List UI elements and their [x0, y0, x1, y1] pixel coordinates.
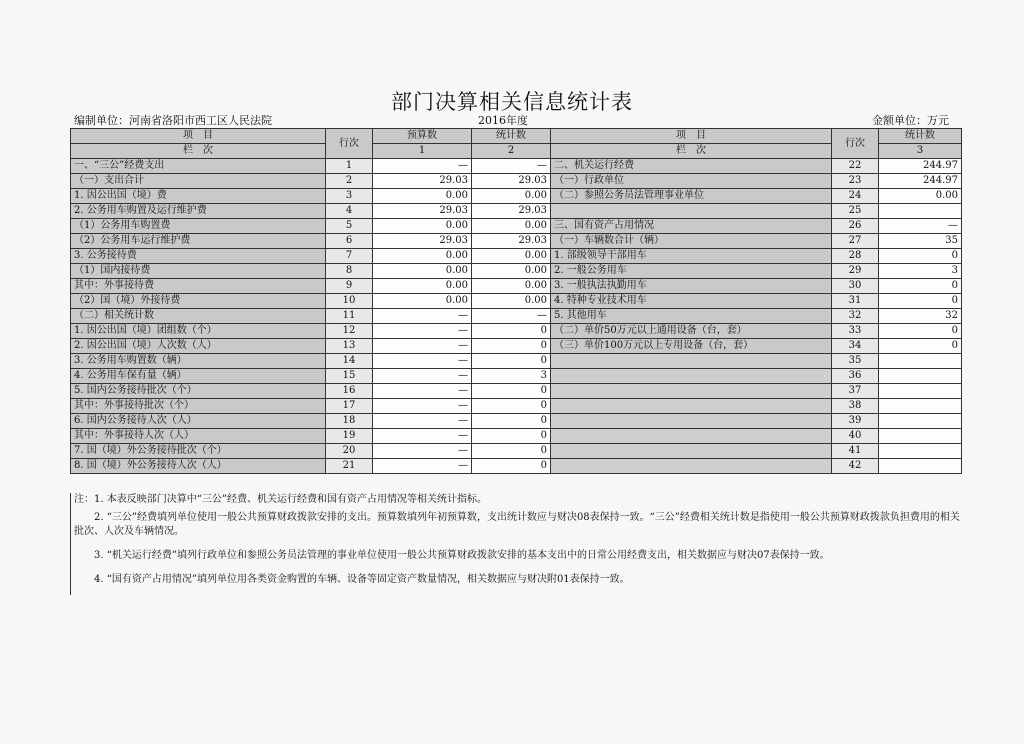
left-item-label: （1）公务用车购置费: [71, 219, 326, 234]
right-row-no: 41: [832, 444, 879, 459]
right-row-no: 33: [832, 324, 879, 339]
right-stat-value: [879, 399, 962, 414]
table-row: [71, 399, 962, 414]
left-stat-value: 0: [472, 444, 551, 459]
left-row-no: 6: [326, 234, 373, 249]
header-col-label-left: 栏 次: [71, 144, 326, 159]
left-row-no: 3: [326, 189, 373, 204]
right-item-label: [551, 384, 832, 399]
table-row: [71, 354, 962, 369]
left-stat-value: 0: [472, 324, 551, 339]
left-item-label: 一、“三公”经费支出: [71, 159, 326, 174]
left-row-no: 20: [326, 444, 373, 459]
right-stat-value: 0: [879, 324, 962, 339]
left-budget-value: —: [373, 324, 472, 339]
left-row-no: 12: [326, 324, 373, 339]
statistics-table: [70, 128, 962, 474]
left-budget-value: 29.03: [373, 234, 472, 249]
right-row-no: 22: [832, 159, 879, 174]
left-item-label: 8. 国（境）外公务接待人次（人）: [71, 459, 326, 474]
left-item-label: 3. 公务接待费: [71, 249, 326, 264]
left-budget-value: —: [373, 459, 472, 474]
unit-label: 金额单位：万元: [872, 114, 949, 127]
table-row: [71, 429, 962, 444]
left-row-no: 19: [326, 429, 373, 444]
left-stat-value: 0: [472, 399, 551, 414]
table-row: [71, 204, 962, 219]
header-col-3: 3: [879, 144, 962, 159]
left-item-label: 4. 公务用车保有量（辆）: [71, 369, 326, 384]
right-row-no: 36: [832, 369, 879, 384]
right-row-no: 29: [832, 264, 879, 279]
left-item-label: 1. 因公出国（境）团组数（个）: [71, 324, 326, 339]
left-item-label: （2）公务用车运行维护费: [71, 234, 326, 249]
header-row-no-left: 行次: [326, 129, 373, 159]
left-stat-value: 29.03: [472, 204, 551, 219]
left-stat-value: —: [472, 159, 551, 174]
right-item-label: 3. 一般执法执勤用车: [551, 279, 832, 294]
right-item-label: [551, 429, 832, 444]
table-row: [71, 324, 962, 339]
left-item-label: 1. 因公出国（境）费: [71, 189, 326, 204]
left-item-label: 其中：外事接待批次（个）: [71, 399, 326, 414]
right-stat-value: 244.97: [879, 159, 962, 174]
left-stat-value: 0: [472, 384, 551, 399]
left-stat-value: 0: [472, 414, 551, 429]
table-row: [71, 459, 962, 474]
right-item-label: 2. 一般公务用车: [551, 264, 832, 279]
left-budget-value: 0.00: [373, 294, 472, 309]
table-row: [71, 339, 962, 354]
left-item-label: （一）支出合计: [71, 174, 326, 189]
left-row-no: 1: [326, 159, 373, 174]
right-row-no: 35: [832, 354, 879, 369]
right-stat-value: [879, 444, 962, 459]
left-stat-value: 29.03: [472, 234, 551, 249]
left-row-no: 8: [326, 264, 373, 279]
left-stat-value: 29.03: [472, 174, 551, 189]
left-stat-value: —: [472, 309, 551, 324]
right-stat-value: 32: [879, 309, 962, 324]
note-3: 3. “机关运行经费”填列行政单位和参照公务员法管理的事业单位使用一般公共预算财政拨款安排的基本支出中的日常公用经费支出，相关数据应与财决07表保持一致。: [94, 550, 830, 561]
right-stat-value: 0: [879, 279, 962, 294]
left-budget-value: —: [373, 369, 472, 384]
right-row-no: 38: [832, 399, 879, 414]
right-row-no: 23: [832, 174, 879, 189]
table-row: [71, 234, 962, 249]
right-item-label: [551, 414, 832, 429]
left-item-label: 其中：外事接待人次（人）: [71, 429, 326, 444]
right-row-no: 25: [832, 204, 879, 219]
left-budget-value: 29.03: [373, 174, 472, 189]
right-stat-value: [879, 429, 962, 444]
header-col-label-right: 栏 次: [551, 144, 832, 159]
right-item-label: 二、机关运行经费: [551, 159, 832, 174]
left-budget-value: —: [373, 429, 472, 444]
left-row-no: 21: [326, 459, 373, 474]
table-row: [71, 414, 962, 429]
left-item-label: 3. 公务用车购置数（辆）: [71, 354, 326, 369]
table-row: [71, 174, 962, 189]
right-row-no: 24: [832, 189, 879, 204]
left-row-no: 18: [326, 414, 373, 429]
left-budget-value: 0.00: [373, 249, 472, 264]
right-item-label: 三、国有资产占用情况: [551, 219, 832, 234]
right-item-label: [551, 399, 832, 414]
right-row-no: 26: [832, 219, 879, 234]
header-row-no-right: 行次: [832, 129, 879, 159]
right-stat-value: 244.97: [879, 174, 962, 189]
left-item-label: （2）国（境）外接待费: [71, 294, 326, 309]
header-stat-right: 统计数: [879, 129, 962, 144]
table-row: [71, 309, 962, 324]
left-stat-value: 0.00: [472, 279, 551, 294]
left-stat-value: 0.00: [472, 219, 551, 234]
left-row-no: 17: [326, 399, 373, 414]
table-row: [71, 219, 962, 234]
table-row: [71, 444, 962, 459]
right-stat-value: 0: [879, 294, 962, 309]
left-row-no: 9: [326, 279, 373, 294]
right-row-no: 40: [832, 429, 879, 444]
left-stat-value: 0: [472, 339, 551, 354]
header-stat-left: 统计数: [472, 129, 551, 144]
right-item-label: [551, 444, 832, 459]
header-col-2: 2: [472, 144, 551, 159]
right-item-label: （二）单价50万元以上通用设备（台，套）: [551, 324, 832, 339]
left-budget-value: —: [373, 444, 472, 459]
left-row-no: 7: [326, 249, 373, 264]
header-budget: 预算数: [373, 129, 472, 144]
table-row: [71, 279, 962, 294]
left-budget-value: 0.00: [373, 264, 472, 279]
left-stat-value: 0: [472, 429, 551, 444]
right-row-no: 27: [832, 234, 879, 249]
table-row: [71, 294, 962, 309]
left-row-no: 13: [326, 339, 373, 354]
table-row: [71, 189, 962, 204]
right-stat-value: [879, 204, 962, 219]
right-stat-value: [879, 459, 962, 474]
left-item-label: 6. 国内公务接待人次（人）: [71, 414, 326, 429]
table-row: [71, 159, 962, 174]
left-budget-value: —: [373, 339, 472, 354]
right-item-label: （一）车辆数合计（辆）: [551, 234, 832, 249]
left-row-no: 11: [326, 309, 373, 324]
right-stat-value: —: [879, 219, 962, 234]
right-stat-value: 0: [879, 339, 962, 354]
header-item-right: 项 目: [551, 129, 832, 144]
right-stat-value: 0: [879, 249, 962, 264]
table-row: [71, 249, 962, 264]
note-1: 注：1. 本表反映部门决算中“三公”经费、机关运行经费和国有资产占用情况等相关统计指标。: [74, 494, 487, 505]
left-stat-value: 0: [472, 459, 551, 474]
left-stat-value: 0.00: [472, 189, 551, 204]
left-row-no: 14: [326, 354, 373, 369]
left-item-label: （1）国内接待费: [71, 264, 326, 279]
right-row-no: 28: [832, 249, 879, 264]
right-item-label: [551, 204, 832, 219]
left-budget-value: —: [373, 354, 472, 369]
note-4: 4. “国有资产占用情况”填列单位用各类资金购置的车辆、设备等固定资产数量情况，相关数据应与财决附01表保持一致。: [94, 574, 630, 585]
right-item-label: （二）参照公务员法管理事业单位: [551, 189, 832, 204]
left-budget-value: 0.00: [373, 279, 472, 294]
left-budget-value: —: [373, 414, 472, 429]
note-2: 2. “三公”经费填列单位使用一般公共预算财政拨款安排的支出。预算数填列年初预算数，支出统计数应与财决08表保持一致。“三公”经费相关统计数是指使用一般公共预算财政拨款负担费用的相关批次、人次及车辆情况。: [74, 512, 960, 537]
left-budget-value: —: [373, 159, 472, 174]
left-stat-value: 0.00: [472, 294, 551, 309]
right-item-label: （一）行政单位: [551, 174, 832, 189]
left-item-label: 5. 国内公务接待批次（个）: [71, 384, 326, 399]
left-stat-value: 0: [472, 354, 551, 369]
right-row-no: 30: [832, 279, 879, 294]
left-item-label: 2. 公务用车购置及运行维护费: [71, 204, 326, 219]
left-item-label: 2. 因公出国（境）人次数（人）: [71, 339, 326, 354]
left-row-no: 2: [326, 174, 373, 189]
right-stat-value: [879, 354, 962, 369]
left-budget-value: —: [373, 309, 472, 324]
right-item-label: 4. 特种专业技术用车: [551, 294, 832, 309]
right-item-label: [551, 369, 832, 384]
header-col-1: 1: [373, 144, 472, 159]
left-item-label: （二）相关统计数: [71, 309, 326, 324]
right-item-label: 1. 部级领导干部用车: [551, 249, 832, 264]
left-budget-value: 29.03: [373, 204, 472, 219]
right-row-no: 39: [832, 414, 879, 429]
left-row-no: 10: [326, 294, 373, 309]
right-stat-value: 35: [879, 234, 962, 249]
right-row-no: 32: [832, 309, 879, 324]
left-budget-value: —: [373, 399, 472, 414]
right-row-no: 34: [832, 339, 879, 354]
right-stat-value: 0.00: [879, 189, 962, 204]
table-row: [71, 264, 962, 279]
left-stat-value: 0.00: [472, 249, 551, 264]
left-row-no: 15: [326, 369, 373, 384]
left-item-label: 其中：外事接待费: [71, 279, 326, 294]
right-item-label: [551, 459, 832, 474]
header-row: [71, 129, 962, 144]
right-stat-value: [879, 414, 962, 429]
right-stat-value: 3: [879, 264, 962, 279]
year-label: 2016年度: [478, 114, 528, 127]
left-budget-value: 0.00: [373, 189, 472, 204]
left-row-no: 16: [326, 384, 373, 399]
header-col-row: [71, 144, 962, 159]
right-row-no: 31: [832, 294, 879, 309]
right-stat-value: [879, 369, 962, 384]
table-row: [71, 384, 962, 399]
page-title: 部门决算相关信息统计表: [391, 90, 633, 114]
right-item-label: （三）单价100万元以上专用设备（台，套）: [551, 339, 832, 354]
header-item-left: 项 目: [71, 129, 326, 144]
right-item-label: 5. 其他用车: [551, 309, 832, 324]
right-row-no: 37: [832, 384, 879, 399]
right-row-no: 42: [832, 459, 879, 474]
right-item-label: [551, 354, 832, 369]
left-stat-value: 3: [472, 369, 551, 384]
org-label: 编制单位：河南省洛阳市西工区人民法院: [74, 114, 272, 127]
left-item-label: 7. 国（境）外公务接待批次（个）: [71, 444, 326, 459]
left-budget-value: —: [373, 384, 472, 399]
left-row-no: 4: [326, 204, 373, 219]
right-stat-value: [879, 384, 962, 399]
left-budget-value: 0.00: [373, 219, 472, 234]
table-row: [71, 369, 962, 384]
left-stat-value: 0.00: [472, 264, 551, 279]
left-row-no: 5: [326, 219, 373, 234]
notes: [70, 493, 962, 595]
